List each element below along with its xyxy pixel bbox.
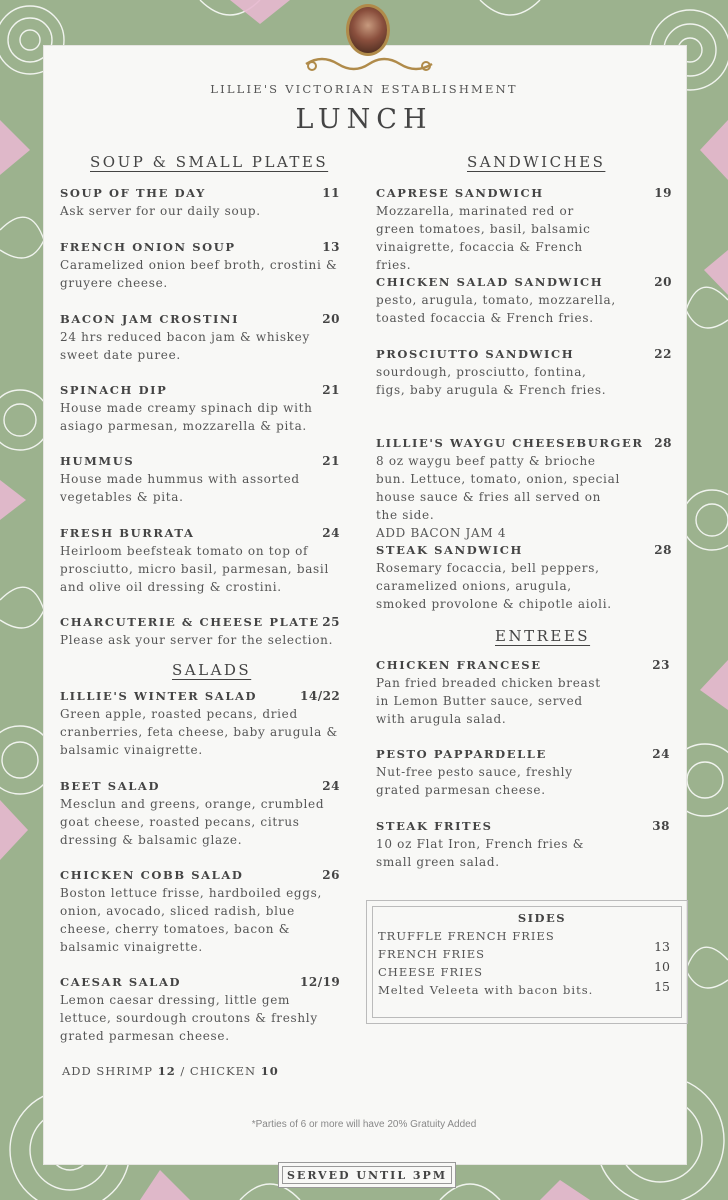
item-name: HUMMUS <box>60 454 135 468</box>
addon-shrimp-price: 12 <box>157 1064 176 1078</box>
item-name: CAESAR SALAD <box>60 975 182 989</box>
addon-separator: / CHICKEN <box>180 1064 257 1078</box>
item-description: 10 oz Flat Iron, French fries & small green salad. <box>376 837 585 869</box>
side-line: FRENCH FRIES <box>378 947 486 961</box>
item-price: 19 <box>654 186 672 200</box>
item-price: 21 <box>322 383 340 397</box>
item-price: 24 <box>322 526 340 540</box>
item-price: 24 <box>322 779 340 793</box>
item-price: 28 <box>654 543 672 557</box>
item-description: Green apple, roasted pecans, dried cranberries, feta cheese, baby arugula & balsamic vinaigrette. <box>60 707 338 757</box>
menu-item <box>376 745 616 799</box>
ornament-scroll <box>302 52 436 76</box>
item-price: 24 <box>652 747 670 761</box>
item-price: 22 <box>654 347 672 361</box>
item-description: Rosemary focaccia, bell peppers, caramelized onions, arugula, smoked provolone & chipotle aioli. <box>376 561 612 611</box>
item-description: sourdough, prosciutto, fontina, figs, baby arugula & French fries. <box>376 365 607 397</box>
side-note: Melted Veleeta with bacon bits. <box>378 983 594 997</box>
item-description: Pan fried breaded chicken breast in Lemon Butter sauce, served with arugula salad. <box>376 676 601 726</box>
item-description: Nut-free pesto sauce, freshly grated parmesan cheese. <box>376 765 573 797</box>
salad-addon <box>62 1064 279 1078</box>
item-name: BEET SALAD <box>60 779 161 793</box>
item-price: 28 <box>654 436 672 450</box>
item-description: House made hummus with assorted vegetables & pita. <box>60 472 300 504</box>
section-heading-entrees: ENTREES <box>495 627 591 645</box>
item-name: CAPRESE SANDWICH <box>376 186 544 200</box>
item-description: Please ask your server for the selection. <box>60 633 334 647</box>
item-description: Caramelized onion beef broth, crostini & gruyere cheese. <box>60 258 338 290</box>
item-price: 25 <box>322 615 340 629</box>
menu-title: LUNCH <box>295 104 433 135</box>
side-price: 13 <box>654 939 670 954</box>
menu-item <box>376 345 616 399</box>
menu-item <box>376 273 616 327</box>
item-name: SPINACH DIP <box>60 383 168 397</box>
menu-item <box>376 541 616 613</box>
item-name: CHICKEN SALAD SANDWICH <box>376 275 604 289</box>
item-name: FRESH BURRATA <box>60 526 195 540</box>
side-line: TRUFFLE FRENCH FRIES <box>378 929 555 943</box>
item-price: 26 <box>322 868 340 882</box>
item-price: 13 <box>322 240 340 254</box>
section-heading-soup: SOUP & SMALL PLATES <box>90 153 329 171</box>
menu-item <box>376 817 616 871</box>
item-name: BACON JAM CROSTINI <box>60 312 240 326</box>
item-description: 24 hrs reduced bacon jam & whiskey sweet date puree. <box>60 330 310 362</box>
item-name: CHICKEN FRANCESE <box>376 658 542 672</box>
side-price: 10 <box>654 959 670 974</box>
menu-item <box>376 434 644 542</box>
item-name: PESTO PAPPARDELLE <box>376 747 547 761</box>
item-price: 38 <box>652 819 670 833</box>
item-description: Mesclun and greens, orange, crumbled goat cheese, roasted pecans, citrus dressing & balsamic glaze. <box>60 797 325 847</box>
item-price: 14/22 <box>300 689 341 703</box>
portrait-cameo <box>346 4 390 56</box>
item-description: Ask server for our daily soup. <box>60 204 261 218</box>
side-line: CHEESE FRIES <box>378 965 483 979</box>
menu-item <box>376 656 616 728</box>
item-price: 12/19 <box>300 975 341 989</box>
section-heading-sandwiches: SANDWICHES <box>467 153 606 171</box>
item-name: STEAK SANDWICH <box>376 543 523 557</box>
gratuity-note: *Parties of 6 or more will have 20% Gratuity Added <box>251 1119 477 1130</box>
served-until-banner: SERVED UNTIL 3PM <box>278 1162 456 1188</box>
item-description: 8 oz waygu beef patty & brioche bun. Lettuce, tomato, onion, special house sauce & fries all served on the side. <box>376 454 620 522</box>
item-description: Heirloom beefsteak tomato on top of prosciutto, micro basil, parmesan, basil and olive oil dressing & crostini. <box>60 544 329 594</box>
item-name: STEAK FRITES <box>376 819 493 833</box>
item-description: pesto, arugula, tomato, mozzarella, toasted focaccia & French fries. <box>376 293 616 325</box>
addon-chicken-price: 10 <box>260 1064 279 1078</box>
item-description: Mozzarella, marinated red or green tomatoes, basil, balsamic vinaigrette, focaccia & French fries. <box>376 204 591 272</box>
item-name: PROSCIUTTO SANDWICH <box>376 347 575 361</box>
item-description: Lemon caesar dressing, little gem lettuce, sourdough croutons & freshly grated parmesan cheese. <box>60 993 318 1043</box>
establishment-name: LILLIE'S VICTORIAN ESTABLISHMENT <box>210 82 518 96</box>
item-name: CHARCUTERIE & CHEESE PLATE <box>60 615 320 629</box>
addon-prefix: ADD SHRIMP <box>62 1064 154 1078</box>
item-name: LILLIE'S WINTER SALAD <box>60 689 258 703</box>
sides-title: SIDES <box>517 911 567 925</box>
item-description: Boston lettuce frisse, hardboiled eggs, onion, avocado, sliced radish, blue cheese, cherry tomatoes, bacon & balsamic vinaigrette. <box>60 886 323 954</box>
item-description: House made creamy spinach dip with asiago parmesan, mozzarella & pita. <box>60 401 313 433</box>
item-price: 11 <box>322 186 340 200</box>
item-name: CHICKEN COBB SALAD <box>60 868 244 882</box>
menu-item <box>376 184 616 274</box>
item-price: 20 <box>654 275 672 289</box>
section-heading-salads: SALADS <box>172 661 252 679</box>
side-price: 15 <box>654 979 670 994</box>
item-name: FRENCH ONION SOUP <box>60 240 236 254</box>
item-price: 23 <box>652 658 670 672</box>
item-extra: ADD BACON JAM 4 <box>376 526 507 540</box>
item-price: 20 <box>322 312 340 326</box>
item-name: SOUP OF THE DAY <box>60 186 206 200</box>
item-name: LILLIE'S WAYGU CHEESEBURGER <box>376 436 644 450</box>
item-price: 21 <box>322 454 340 468</box>
